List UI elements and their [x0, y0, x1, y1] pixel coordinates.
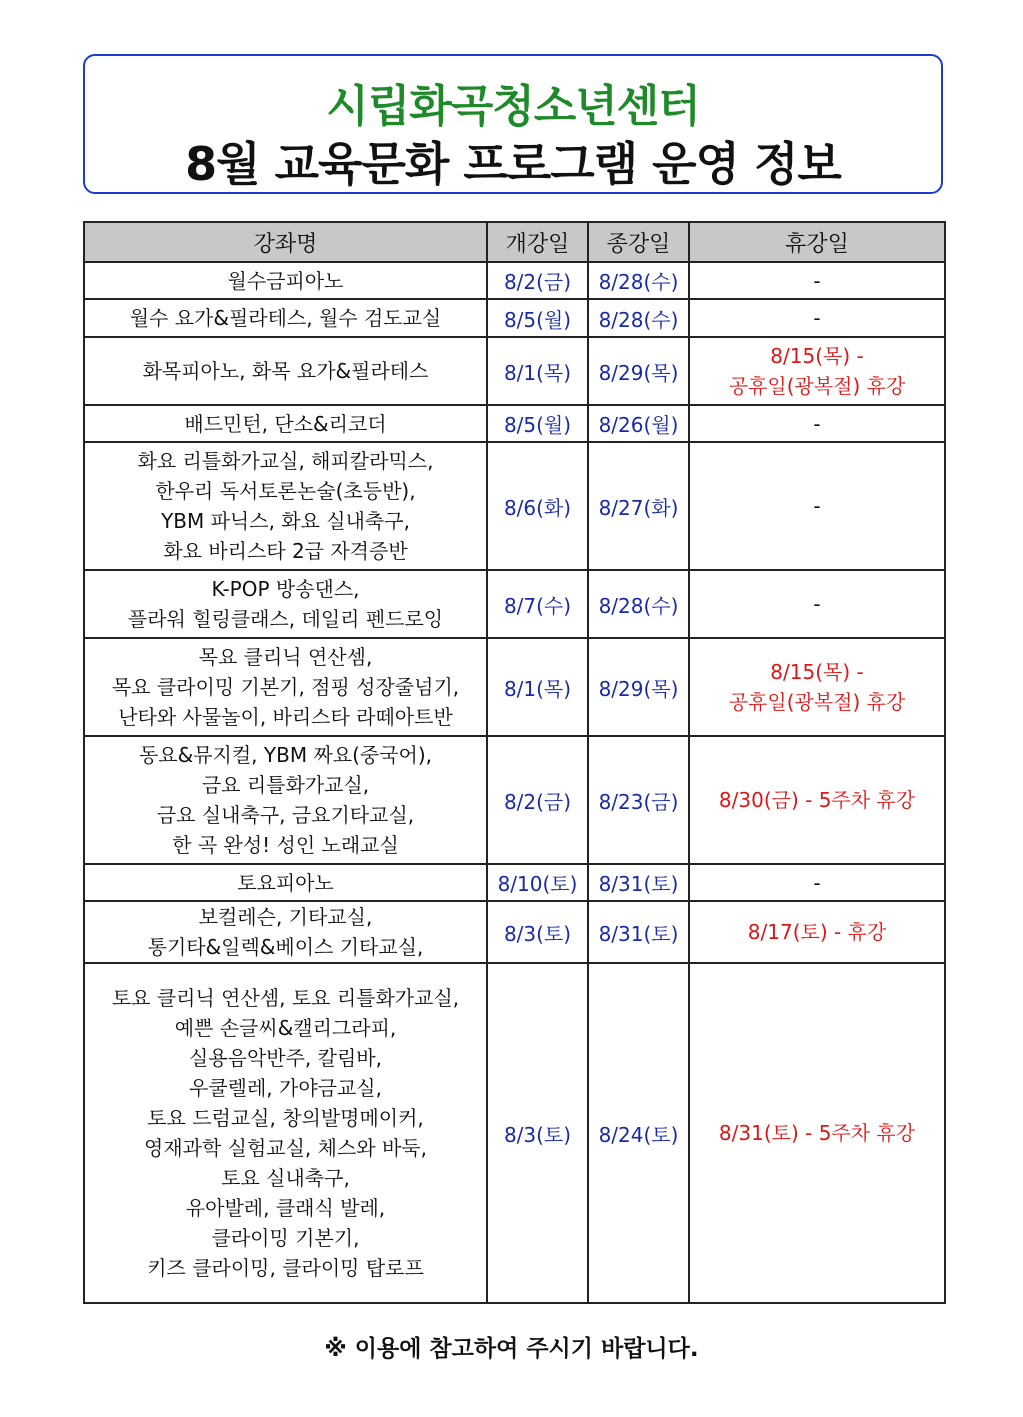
- header-start: 개강일: [487, 222, 588, 262]
- end-date-cell: 8/28(수): [588, 262, 689, 299]
- table-row: [84, 864, 945, 901]
- course-cell: 월수금피아노: [84, 262, 487, 299]
- footer-note: ※ 이용에 참고하여 주시기 바랍니다.: [324, 1336, 699, 1362]
- rest-cell: 8/15(목) - 공휴일(광복절) 휴강: [689, 337, 945, 405]
- start-date-cell: 8/2(금): [487, 262, 588, 299]
- start-date-cell: 8/1(목): [487, 337, 588, 405]
- title-box: [83, 54, 943, 194]
- start-date-cell: 8/7(수): [487, 570, 588, 638]
- start-date-cell: 8/3(토): [487, 901, 588, 963]
- course-cell: 동요&뮤지컬, YBM 짜요(중국어), 금요 리틀화가교실, 금요 실내축구, 금요기타교실, 한 곡 완성! 성인 노래교실: [84, 736, 487, 864]
- table-row: [84, 638, 945, 736]
- end-date-cell: 8/28(수): [588, 299, 689, 337]
- header-end: 종강일: [588, 222, 689, 262]
- end-date-cell: 8/26(월): [588, 405, 689, 442]
- start-date-cell: 8/1(목): [487, 638, 588, 736]
- course-cell: 월수 요가&필라테스, 월수 검도교실: [84, 299, 487, 337]
- end-date-cell: 8/28(수): [588, 570, 689, 638]
- rest-cell: 8/15(목) - 공휴일(광복절) 휴강: [689, 638, 945, 736]
- end-date-cell: 8/27(화): [588, 442, 689, 570]
- start-date-cell: 8/3(토): [487, 963, 588, 1303]
- header-rest: 휴강일: [689, 222, 945, 262]
- rest-cell: 8/17(토) - 휴강: [689, 901, 945, 963]
- start-date-cell: 8/10(토): [487, 864, 588, 901]
- end-date-cell: 8/23(금): [588, 736, 689, 864]
- end-date-cell: 8/29(목): [588, 337, 689, 405]
- start-date-cell: 8/5(월): [487, 299, 588, 337]
- table-row: [84, 963, 945, 1303]
- course-cell: 배드민턴, 단소&리코더: [84, 405, 487, 442]
- page-title: 8월 교육문화 프로그램 운영 정보: [185, 137, 841, 191]
- table-row: [84, 262, 945, 299]
- table-row: [84, 337, 945, 405]
- course-cell: 화목피아노, 화목 요가&필라테스: [84, 337, 487, 405]
- end-date-cell: 8/31(토): [588, 864, 689, 901]
- start-date-cell: 8/2(금): [487, 736, 588, 864]
- table-row: [84, 299, 945, 337]
- table-row: [84, 442, 945, 570]
- course-cell: 토요 클리닉 연산셈, 토요 리틀화가교실, 예쁜 손글씨&캘리그라피, 실용음악반주, 칼림바, 우쿨렐레, 가야금교실, 토요 드럼교실, 창의발명메이커, 영재과학 실험교실, 체스와 바둑, 토요 실내축구, 유아발레, 클래식 발레, 클라이밍 기본기, 키즈 클라이밍, 클라이밍 탑로프: [84, 963, 487, 1303]
- course-cell: 토요피아노: [84, 864, 487, 901]
- rest-cell: 8/31(토) - 5주차 휴강: [689, 963, 945, 1303]
- table-row: [84, 736, 945, 864]
- course-cell: 보컬레슨, 기타교실, 통기타&일렉&베이스 기타교실,: [84, 901, 487, 963]
- rest-cell: -: [689, 262, 945, 299]
- table-row: [84, 901, 945, 963]
- rest-cell: -: [689, 442, 945, 570]
- end-date-cell: 8/24(토): [588, 963, 689, 1303]
- center-name: 시립화곡청소년센터: [326, 81, 700, 132]
- end-date-cell: 8/31(토): [588, 901, 689, 963]
- end-date-cell: 8/29(목): [588, 638, 689, 736]
- course-cell: 화요 리틀화가교실, 해피칼라믹스, 한우리 독서토론논술(초등반), YBM 파닉스, 화요 실내축구, 화요 바리스타 2급 자격증반: [84, 442, 487, 570]
- start-date-cell: 8/5(월): [487, 405, 588, 442]
- rest-cell: -: [689, 864, 945, 901]
- table-header-row: [84, 222, 945, 262]
- course-cell: K-POP 방송댄스, 플라워 힐링클래스, 데일리 펜드로잉: [84, 570, 487, 638]
- rest-cell: 8/30(금) - 5주차 휴강: [689, 736, 945, 864]
- rest-cell: -: [689, 570, 945, 638]
- rest-cell: -: [689, 299, 945, 337]
- schedule-table: [83, 221, 946, 1304]
- header-course: 강좌명: [84, 222, 487, 262]
- course-cell: 목요 클리닉 연산셈, 목요 클라이밍 기본기, 점핑 성장줄넘기, 난타와 사물놀이, 바리스타 라떼아트반: [84, 638, 487, 736]
- table-row: [84, 405, 945, 442]
- start-date-cell: 8/6(화): [487, 442, 588, 570]
- rest-cell: -: [689, 405, 945, 442]
- table-row: [84, 570, 945, 638]
